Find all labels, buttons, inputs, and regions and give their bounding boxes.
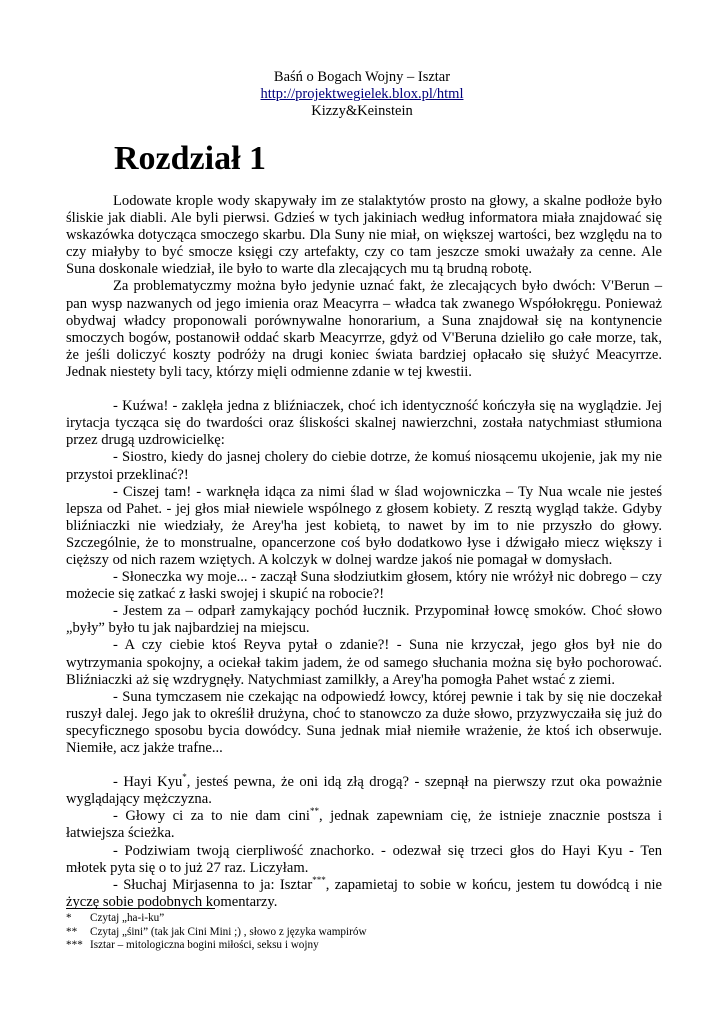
footnote-mark: ***: [66, 939, 83, 952]
header-authors: Kizzy&Keinstein: [311, 103, 413, 119]
footnote: [66, 926, 666, 940]
header-title: Baśń o Bogach Wojny – Isztar: [273, 69, 451, 85]
footnote-text: Czytaj „śini” (tak jak Cini Mini ;) , słowo z języka wampirów: [90, 925, 367, 938]
paragraph: - Siostro, kiedy do jasnej cholery do ciebie dotrze, że komuś niosącemu ukojenie, jak my nie przystoi przeklinać?!: [66, 449, 662, 483]
footnote-text: Czytaj „ha-i-ku”: [90, 912, 165, 924]
paragraph: - Jestem za – odparł zamykający pochód łucznik. Przypominał łowcę smoków. Choć słowo „były” było tu jak najbardziej na miejscu.: [66, 603, 662, 637]
header-link-line: [0, 86, 724, 103]
paragraph: - Podziwiam twoją cierpliwość znachorko. - odezwał się trzeci głos do Hayi Kyu - Ten młotek pyta się o to już 27 raz. Liczyłam.: [66, 842, 662, 876]
paragraph: - Słuchaj Mirjasenna to ja: Isztar***, zapamietaj to sobie w końcu, jestem tu dowódcą i nie życzę sobie podobnych komentarzy.: [66, 874, 662, 910]
source-link[interactable]: http://projektwegielek.blox.pl/html: [260, 86, 464, 102]
footnote-ref: *: [182, 772, 187, 783]
footnote: [66, 939, 666, 953]
paragraph: - Słoneczka wy moje... - zaczął Suna słodziutkim głosem, który nie wróżył nic dobrego – czy możecie się zatkać z łaski swojej i skupić na robocie?!: [66, 569, 662, 603]
footnote: [66, 912, 666, 926]
footnote-text: Isztar – mitologiczna bogini miłości, seksu i wojny: [90, 939, 319, 952]
footnote-mark: **: [66, 925, 78, 938]
paragraph: Za problematyczmy można było jedynie uznać fakt, że zlecających było dwóch: V'Berun – pan wysp nazwanych od jego imienia oraz Meacyrra – władca tak zwanego Współokręgu. Ponieważ obydwaj władcy proponowali porównywalne honorarium, a Suna znajdował się na kontynencie smoczych bogów, postanowił oddać skarb Meacyrrze, gdyż od V'Beruna dzieliło go całe morze, tak, że jeśli doliczyć koszty podróży na drugi koniec świata bardziej opłacało się służyć Meacyrrze. Jednak niestety byli tacy, którzy mięli odmienne zdanie w tej kwestii.: [66, 278, 662, 380]
footnotes: [66, 912, 666, 953]
paragraph: - Głowy ci za to nie dam cini**, jednak zapewniam cię, że istnieje znacznie postsza i łatwiejsza ścieżka.: [66, 806, 663, 842]
chapter-title: Rozdział 1: [114, 140, 267, 177]
paragraph: - A czy ciebie ktoś Reyva pytał o zdanie?! - Suna nie krzyczał, jego głos był nie do wytrzymania spokojny, a ociekał takim jadem, że od samego słuchania można się było pochorować. Bliźniaczki aż się wzdrygnęły. Natychmiast zamilkły, a Arey'ha pomogła Pahet wstać z ziemi.: [66, 637, 662, 688]
footnote-ref: ***: [312, 874, 326, 885]
paragraph: - Ciszej tam! - warknęła idąca za nimi ślad w ślad wojowniczka – Ty Nua wcale nie jesteś lepsza od Pahet. - jej głos miał niewiele wspólnego z głosem kobiety. Z resztą wygląd także. Gdyby bliźniaczki nie wiedziały, że Arey'ha jest kobietą, to nawet by im to nie przyszło do głowy. Szczególnie, że to monstrualne, opancerzone coś było dodatkowo łyse i dźwigało miecz większy i cięższy od nich razem wziętych. A kolczyk w dolnej wardze jakoś nie pomagał w domysłach.: [66, 483, 662, 568]
paragraph: - Suna tymczasem nie czekając na odpowiedź łowcy, której pewnie i tak by się nie doczekał ruszył dalej. Jego jak to określił drużyna, choć to stanowczo za duże słowo, przyzwyczaiła się już do specyficznego sposobu bycia dowódcy. Suna jednak miał niemiłe wrażenie, że ktoś ich obserwuje. Niemiłe, acz jakże trafne...: [66, 688, 662, 756]
paragraph: - Hayi Kyu*, jesteś pewna, że oni idą złą drogą? - szepnął na pierwszy rzut oka poważnie wyglądający mężczyzna.: [66, 772, 662, 808]
chapter-body: [66, 193, 662, 911]
footnote-mark: *: [66, 912, 72, 924]
paragraph: - Kuźwa! - zaklęła jedna z bliźniaczek, choć ich identyczność kończyła się na wyglądzie. Jej irytacja tycząca się do twardości oraz śliskości skalnej nawierzchni, została natychmiast stłumiona przez drugą uzdrowicielkę:: [66, 398, 662, 449]
footnote-ref: **: [309, 806, 319, 817]
footnote-separator: [66, 908, 215, 909]
paragraph: Lodowate krople wody skapywały im ze stalaktytów prosto na głowy, a skalne podłoże było śliskie jak diabli. Ale byli pierwsi. Gdzieś w tych jakiniach według informatora miała znajdować się wskazówka dotycząca smoczego skarbu. Dla Suny nie miał, on większej wartości, bez względu na to czy miałyby to być smocze księgi czy artefakty, czy co tam jeszcze smoki uważały za cenne. Ale Suna doskonale wiedział, ile było to warte dla zlecających mu tą brudną robotę.: [66, 193, 662, 278]
